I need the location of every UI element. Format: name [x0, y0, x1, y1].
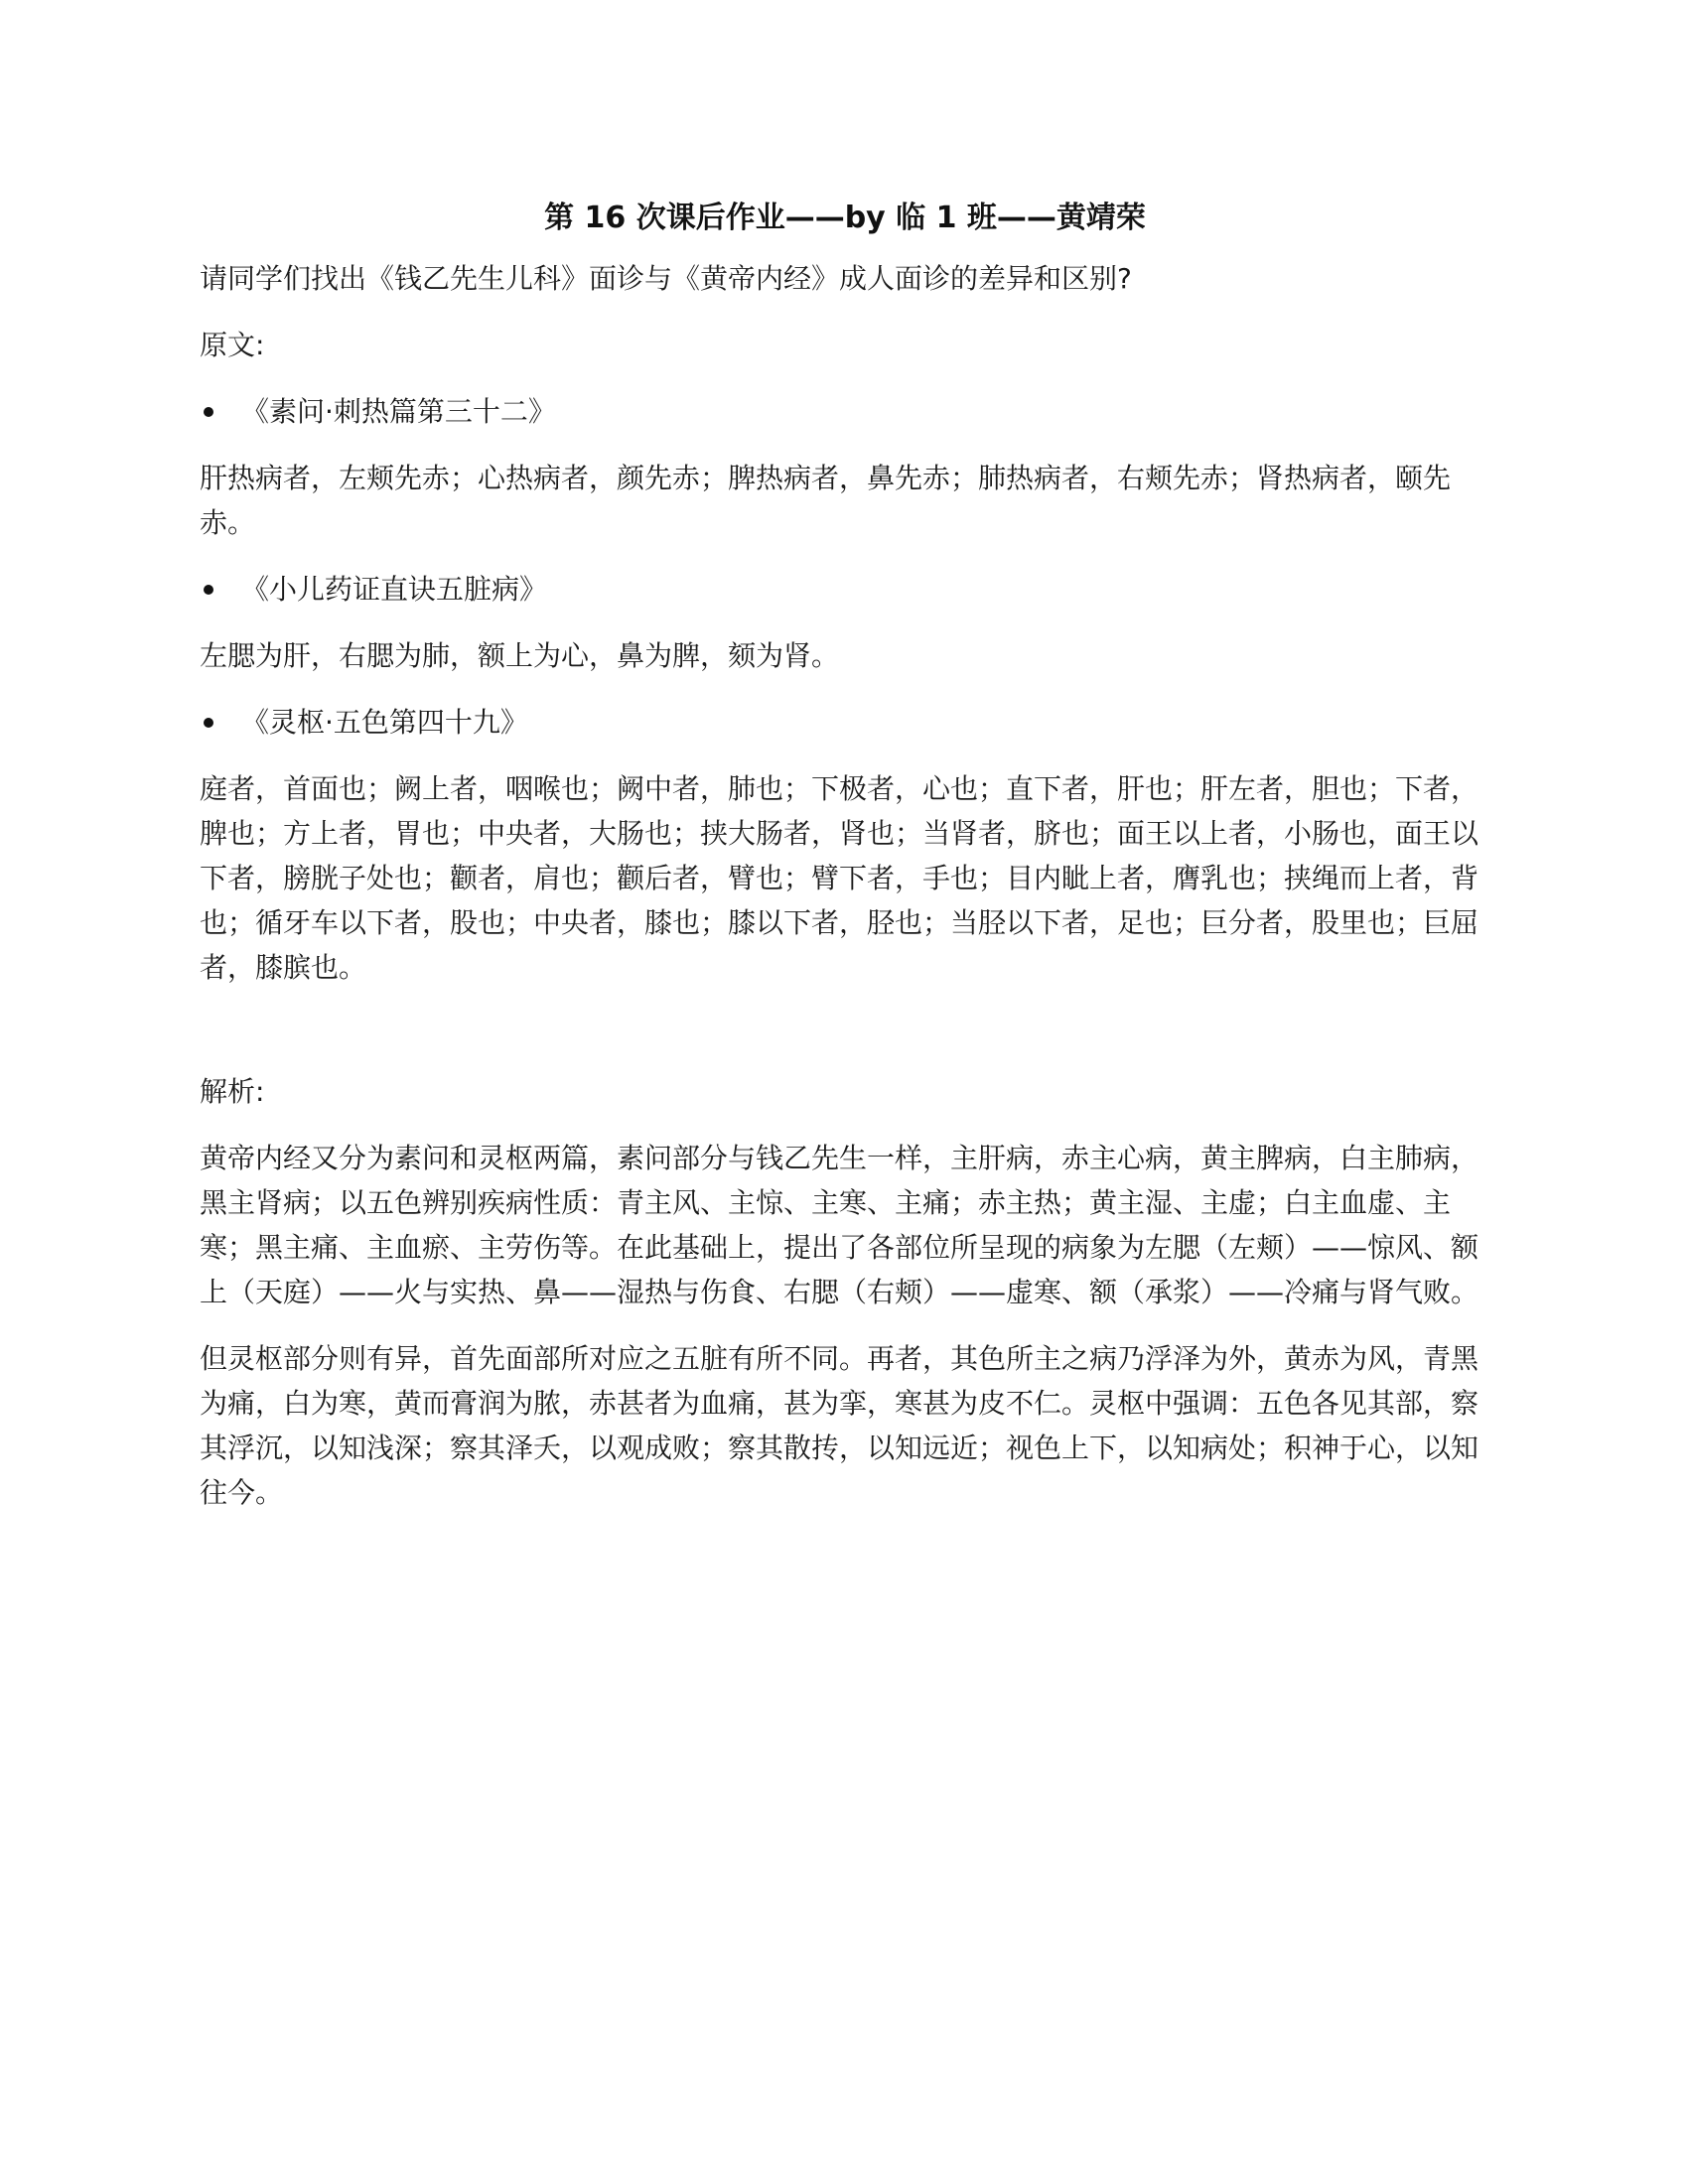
- analysis-paragraph-1: 黄帝内经又分为素问和灵枢两篇，素问部分与钱乙先生一样，主肝病，赤主心病，黄主脾病，白主肺病，黑主肾病；以五色辨别疾病性质：青主风、主惊、主寒、主痛；赤主热；黄主湿、主虚；白主血虚、主寒；黑主痛、主血瘀、主劳伤等。在此基础上，提出了各部位所呈现的病象为左腮（左颊）——惊风、额上（天庭）——火与实热、鼻——湿热与伤食、右腮（右颊）——虚寒、额（承浆）——冷痛与肾气败。: [200, 1142, 1479, 1308]
- analysis-paragraph-2: 但灵枢部分则有异，首先面部所对应之五脏有所不同。再者，其色所主之病乃浮泽为外，黄赤为风，青黑为痛，白为寒，黄而膏润为脓，赤甚者为血痛，甚为挛，寒甚为皮不仁。灵枢中强调：五色各见其部，察其浮沉，以知浅深；察其泽夭，以观成败；察其散抟，以知远近；视色上下，以知病处；积神于心，以知往今。: [200, 1342, 1479, 1509]
- source-heading-text: 《小儿药证直诀五脏病》: [241, 573, 548, 606]
- source-heading-suwen: [200, 389, 1490, 434]
- document-title: 第 16 次课后作业——by 临 1 班——黄靖荣: [544, 201, 1146, 235]
- bullet-icon: [204, 585, 213, 595]
- source-heading-text: 《灵枢·五色第四十九》: [241, 706, 528, 739]
- original-text-label: 原文:: [200, 329, 265, 361]
- section-spacer: [200, 1012, 1490, 1069]
- bullet-icon: [204, 407, 213, 417]
- source-text-xiaoer: 左腮为肝，右腮为肺，额上为心，鼻为脾，颏为肾。: [200, 639, 840, 672]
- question-text: 请同学们找出《钱乙先生儿科》面诊与《黄帝内经》成人面诊的差异和区别?: [200, 262, 1132, 295]
- source-heading-xiaoer: [200, 567, 1490, 612]
- bullet-icon: [204, 718, 213, 728]
- source-heading-text: 《素问·刺热篇第三十二》: [241, 395, 556, 428]
- source-text-lingshu: 庭者，首面也；阙上者，咽喉也；阙中者，肺也；下极者，心也；直下者，肝也；肝左者，胆也；下者，脾也；方上者，胃也；中央者，大肠也；挟大肠者，肾也；当肾者，脐也；面王以上者，小肠也，面王以下者，膀胱子处也；颧者，肩也；颧后者，臂也；臂下者，手也；目内眦上者，膺乳也；挟绳而上者，背也；循牙车以下者，股也；中央者，膝也；膝以下者，胫也；当胫以下者，足也；巨分者，股里也；巨屈者，膝膑也。: [200, 772, 1479, 984]
- source-text-suwen: 肝热病者，左颊先赤；心热病者，颜先赤；脾热病者，鼻先赤；肺热病者，右颊先赤；肾热病者，颐先赤。: [200, 462, 1452, 539]
- source-heading-lingshu: [200, 700, 1490, 745]
- document-page: [200, 195, 1490, 1537]
- analysis-label: 解析:: [200, 1075, 265, 1108]
